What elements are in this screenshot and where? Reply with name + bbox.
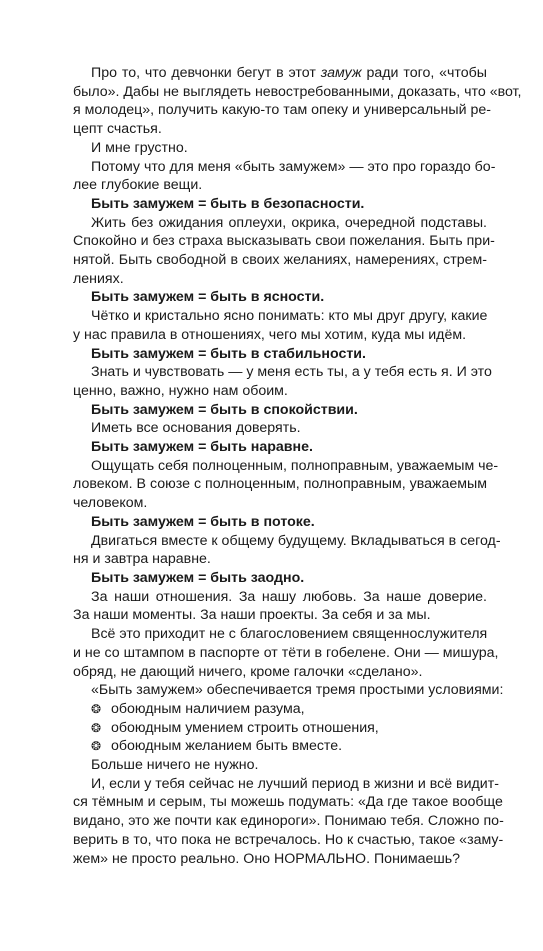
text-line: видано, это же почти как единороги». Понимаю тебя. Сложно по- (73, 813, 504, 830)
paragraph (73, 158, 496, 195)
paragraph (73, 64, 522, 139)
text-line: и не со штампом в паспорте от тёти в гобелене. Они — мишура, (73, 644, 499, 661)
section-heading: Быть замужем = быть в ясности. (91, 289, 325, 306)
section-heading: Быть замужем = быть в стабильности. (91, 345, 366, 362)
text-line: Знать и чувствовать — у меня есть ты, а у тебя есть я. И это (91, 364, 492, 381)
text-line: нятой. Быть свободной в своих желаниях, намерениях, стрем- (73, 252, 487, 269)
text-line: верить в то, что пока не встречалось. Но к счастью, такое «заму- (73, 831, 504, 848)
text-line: За наши отношения. За нашу любовь. За наше доверие. (91, 588, 487, 605)
paragraph (73, 307, 487, 344)
text-line: обряд, не дающий ничего, кроме галочки «сделано». (73, 663, 423, 680)
text-line: у нас правила в отношениях, чего мы хотим, куда мы идём. (73, 326, 467, 343)
text-line: я молодец», получить какую-то там опеку и универсальный ре- (73, 102, 491, 119)
text-line: ценно, важно, нужно нам обоим. (73, 382, 288, 399)
paragraph (73, 363, 492, 400)
section-heading: Быть замужем = быть в потоке. (91, 513, 315, 530)
paragraph (73, 588, 487, 625)
text-line: Спокойно и без страха высказывать свои пожелания. Быть при- (73, 233, 495, 250)
text-line: ся тёмным и серым, ты можешь подумать: «Да где такое вообще (73, 794, 503, 811)
paragraph (73, 214, 495, 289)
text-line: Ощущать себя полноценным, полноправным, уважаемым че- (91, 457, 499, 474)
paragraph (73, 681, 504, 700)
paragraph (73, 457, 499, 513)
text-line: Жить без ожидания оплеухи, окрика, очередной подставы. (91, 214, 487, 231)
paragraph (73, 139, 487, 158)
paragraph (73, 756, 487, 775)
list-item-text: обоюдным умением строить отношения, (111, 719, 379, 736)
section-heading: Быть замужем = быть в безопасности. (91, 195, 365, 212)
text-line: Чётко и кристально ясно понимать: кто мы друг другу, какие (91, 308, 488, 325)
text-line: Потому что для меня «быть замужем» — это про гораздо бо- (91, 158, 496, 175)
rosette-bullet-icon: ❂ (91, 739, 102, 754)
section-heading: Быть замужем = быть наравне. (91, 439, 313, 456)
page-text (73, 64, 522, 868)
text-line: жем» не просто реально. Оно НОРМАЛЬНО. Понимаешь? (73, 850, 461, 867)
paragraph (73, 775, 504, 869)
section-heading: Быть замужем = быть заодно. (91, 569, 305, 586)
text-line: цепт счастья. (73, 121, 162, 138)
text-line: И мне грустно. (91, 139, 188, 156)
text-line: Иметь все основания доверять. (91, 420, 301, 437)
list-item (73, 719, 487, 738)
list-item-text: обоюдным желанием быть вместе. (111, 738, 343, 755)
text-line: Всё это приходит не с благословением священнослужителя (91, 626, 488, 643)
text-line: было». Дабы не выглядеть невостребованными, доказать, что «вот, (73, 83, 522, 100)
section-heading: Быть замужем = быть в спокойствии. (91, 401, 358, 418)
text-line: Двигаться вместе к общему будущему. Вкладываться в сегод- (91, 532, 501, 549)
text-line: лениях. (73, 270, 124, 287)
paragraph (73, 419, 487, 438)
text-line: человеком. (73, 495, 148, 512)
list-item (73, 700, 487, 719)
text-line: И, если у тебя сейчас не лучший период в жизни и всё видит- (91, 775, 499, 792)
text-line: ня и завтра наравне. (73, 551, 211, 568)
text-line: лее глубокие вещи. (73, 177, 203, 194)
rosette-bullet-icon: ❂ (91, 720, 102, 735)
paragraph (73, 532, 501, 569)
text-line: За наши моменты. За наши проекты. За себя и за мы. (73, 607, 431, 624)
list-item (73, 737, 487, 756)
text-line: «Быть замужем» обеспечивается тремя простыми условиями: (91, 682, 504, 699)
list-item-text: обоюдным наличием разума, (111, 700, 305, 717)
text-line: Про то, что девчонки бегут в этот замуж ради того, «чтобы (91, 65, 487, 81)
paragraph (73, 625, 499, 681)
text-line: Больше ничего не нужно. (91, 757, 259, 774)
rosette-bullet-icon: ❂ (91, 701, 102, 716)
text-line: ловеком. В союзе с полноценным, полноправным, уважаемым (73, 476, 487, 493)
